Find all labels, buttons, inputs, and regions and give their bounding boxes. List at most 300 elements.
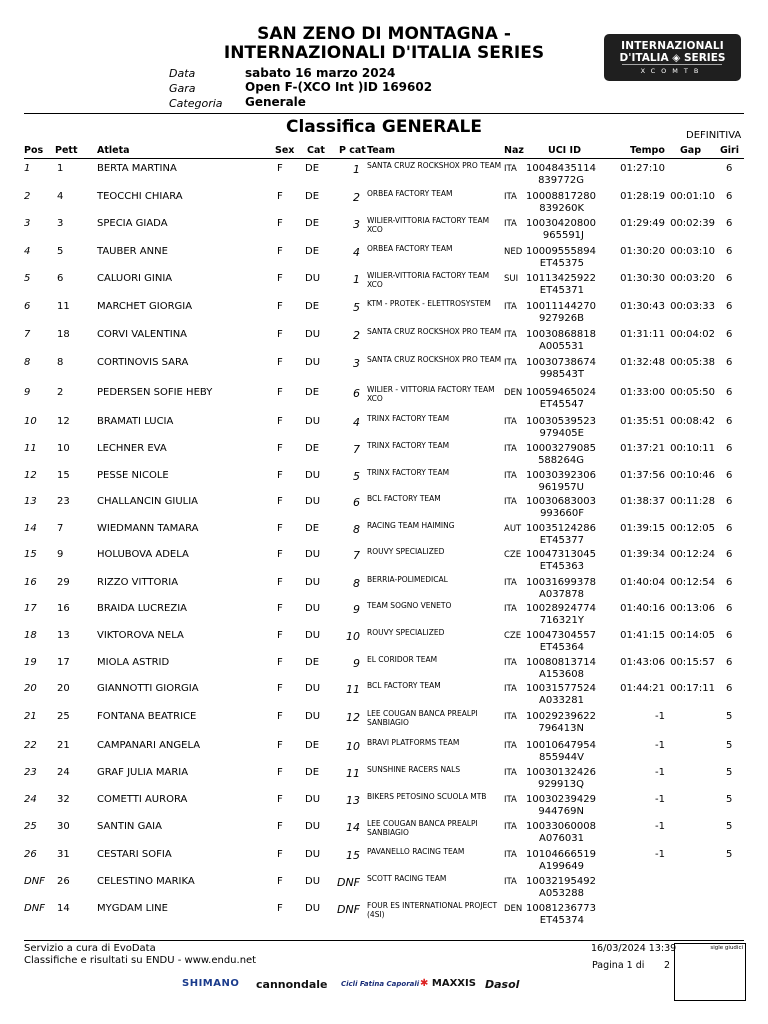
cell-team: ORBEA FACTORY TEAM: [367, 189, 453, 198]
cell-atleta: MARCHET GIORGIA: [97, 301, 193, 312]
cell-uci-code: ET45377: [539, 535, 584, 546]
cell-uci-id: 10035124286: [526, 523, 596, 534]
cell-pett: 3: [57, 218, 64, 229]
cell-pos: 13: [24, 496, 37, 507]
cell-pett: 23: [57, 496, 70, 507]
cell-uci-code: 839260K: [539, 203, 584, 214]
cell-gap: 00:12:54: [670, 577, 715, 588]
cell-uci-id: 10030420800: [526, 218, 596, 229]
cell-uci-id: 10008817280: [526, 191, 596, 202]
cell-pett: 6: [57, 273, 64, 284]
cell-tempo: 01:41:15: [620, 630, 665, 641]
cell-team: EL CORIDOR TEAM: [367, 655, 438, 664]
cell-atleta: GIANNOTTI GIORGIA: [97, 683, 199, 694]
cell-gap: 00:17:11: [670, 683, 715, 694]
cell-gap: 00:02:39: [670, 218, 715, 229]
cell-pett: 13: [57, 630, 70, 641]
cell-sex: F: [277, 740, 283, 751]
cell-giri: 6: [726, 603, 733, 614]
cell-pcat: 13: [346, 794, 360, 807]
cell-uci-id: 10080813714: [526, 657, 596, 668]
cell-cat: DE: [305, 740, 320, 751]
cell-uci-id: 10003279085: [526, 443, 596, 454]
cell-uci-code: 588264G: [538, 455, 584, 466]
cell-cat: DE: [305, 767, 320, 778]
cell-naz: ITA: [504, 850, 517, 860]
cell-uci-id: 10032195492: [526, 876, 596, 887]
cell-naz: ITA: [504, 578, 517, 588]
cell-team: LEE COUGAN BANCA PREALPI SANBIAGIO: [367, 709, 478, 727]
cell-uci-code: ET45363: [539, 561, 584, 572]
cell-sex: F: [277, 767, 283, 778]
meta-label-data: Data: [169, 67, 196, 80]
cell-tempo: 01:37:56: [620, 470, 665, 481]
cell-tempo: 01:28:19: [620, 191, 665, 202]
cell-sex: F: [277, 603, 283, 614]
cell-giri: 6: [726, 246, 733, 257]
cell-pos: 26: [24, 849, 37, 860]
cell-atleta: SANTIN GAIA: [97, 821, 162, 832]
footer-datetime: 16/03/2024 13:39: [591, 943, 677, 954]
cell-pett: 10: [57, 443, 70, 454]
cell-giri: 5: [726, 849, 733, 860]
col-header-tempo: Tempo: [630, 145, 665, 156]
cell-tempo: 01:35:51: [620, 416, 665, 427]
cell-cat: DU: [305, 416, 321, 427]
cell-naz: ITA: [504, 471, 517, 481]
cell-sex: F: [277, 301, 283, 312]
judges-signature-box: [674, 943, 746, 1001]
cell-pcat: DNF: [336, 903, 360, 916]
cell-pos: 25: [24, 821, 37, 832]
cell-pos: 6: [24, 301, 31, 312]
cell-pcat: 2: [353, 329, 360, 342]
cell-giri: 6: [726, 357, 733, 368]
cell-team: ORBEA FACTORY TEAM: [367, 244, 453, 253]
cell-pos: 20: [24, 683, 37, 694]
cell-uci-code: A005531: [538, 341, 584, 352]
cell-uci-code: 961957U: [538, 482, 584, 493]
cell-cat: DU: [305, 794, 321, 805]
cell-team: SANTA CRUZ ROCKSHOX PRO TEAM: [367, 161, 502, 170]
cell-pett: 8: [57, 357, 64, 368]
cell-uci-id: 10031577524: [526, 683, 596, 694]
cell-pcat: 1: [353, 163, 360, 176]
cell-giri: 6: [726, 301, 733, 312]
cell-pcat: 11: [346, 767, 360, 780]
cell-team: WILIER-VITTORIA FACTORY TEAM XCO: [367, 271, 490, 289]
cell-giri: 5: [726, 711, 733, 722]
cell-cat: DU: [305, 273, 321, 284]
cell-uci-code: 839772G: [538, 175, 584, 186]
cell-uci-id: 10048435114: [526, 163, 596, 174]
cell-gap: 00:10:11: [670, 443, 715, 454]
cell-uci-code: 993660F: [540, 508, 584, 519]
cell-tempo: 01:30:43: [620, 301, 665, 312]
cell-cat: DU: [305, 683, 321, 694]
footer-divider: [24, 940, 744, 941]
cell-tempo: 01:37:21: [620, 443, 665, 454]
cell-pett: 4: [57, 191, 64, 202]
footer-page-total: 2: [664, 960, 671, 971]
cell-pett: 24: [57, 767, 70, 778]
cell-tempo: 01:38:37: [620, 496, 665, 507]
event-title-line-1: SAN ZENO DI MONTAGNA -: [257, 24, 511, 44]
cell-cat: DE: [305, 218, 320, 229]
cell-naz: ITA: [504, 192, 517, 202]
cell-tempo: 01:40:16: [620, 603, 665, 614]
cell-uci-code: 965591J: [542, 230, 584, 241]
cell-pos: 8: [24, 357, 31, 368]
cell-sex: F: [277, 657, 283, 668]
cell-uci-code: 979405E: [539, 428, 584, 439]
cell-atleta: CHALLANCIN GIULIA: [97, 496, 199, 507]
cell-uci-id: 10030239429: [526, 794, 596, 805]
logo-divider: [622, 64, 722, 65]
cell-tempo: -1: [655, 711, 665, 722]
cell-atleta: HOLUBOVA ADELA: [97, 549, 189, 560]
cell-sex: F: [277, 273, 283, 284]
cell-tempo: 01:29:49: [620, 218, 665, 229]
cell-atleta: WIEDMANN TAMARA: [97, 523, 199, 534]
cell-cat: DU: [305, 849, 321, 860]
cell-naz: CZE: [504, 631, 522, 641]
cell-pcat: 10: [346, 740, 360, 753]
cell-team: SUNSHINE RACERS NALS: [367, 765, 461, 774]
cell-team: SANTA CRUZ ROCKSHOX PRO TEAM: [367, 355, 502, 364]
cell-uci-id: 10030132426: [526, 767, 596, 778]
cell-pcat: 3: [353, 357, 360, 370]
cell-pcat: 8: [353, 523, 360, 536]
cell-naz: ITA: [504, 768, 517, 778]
cell-atleta: CALUORI GINIA: [97, 273, 173, 284]
col-header-giri: Giri: [720, 145, 739, 156]
cell-sex: F: [277, 246, 283, 257]
cell-uci-id: 10010647954: [526, 740, 596, 751]
maxxis-mark-icon: ✱: [420, 978, 429, 989]
cell-cat: DE: [305, 443, 320, 454]
cell-tempo: 01:39:15: [620, 523, 665, 534]
cell-team: LEE COUGAN BANCA PREALPI SANBIAGIO: [367, 819, 478, 837]
cell-sex: F: [277, 443, 283, 454]
cell-team: SCOTT RACING TEAM: [367, 874, 447, 883]
cell-cat: DU: [305, 876, 321, 887]
cell-sex: F: [277, 821, 283, 832]
cell-uci-code: ET45547: [539, 399, 584, 410]
cell-pos: 2: [24, 191, 31, 202]
cell-atleta: PESSE NICOLE: [97, 470, 169, 481]
cell-team: BRAVI PLATFORMS TEAM: [367, 738, 460, 747]
cell-tempo: 01:44:21: [620, 683, 665, 694]
cell-naz: ITA: [504, 444, 517, 454]
cell-sex: F: [277, 496, 283, 507]
cell-sex: F: [277, 794, 283, 805]
cell-pcat: 9: [353, 603, 360, 616]
cell-sex: F: [277, 191, 283, 202]
sponsor-cannondale: cannondale: [256, 978, 328, 991]
cell-uci-id: 10047304557: [526, 630, 596, 641]
cell-naz: CZE: [504, 550, 522, 560]
cell-atleta: BRAMATI LUCIA: [97, 416, 174, 427]
cell-cat: DE: [305, 191, 320, 202]
cell-tempo: 01:27:10: [620, 163, 665, 174]
cell-giri: 6: [726, 549, 733, 560]
cell-cat: DU: [305, 577, 321, 588]
cell-atleta: CORTINOVIS SARA: [97, 357, 189, 368]
meta-value-categoria: Generale: [245, 95, 306, 109]
cell-giri: 6: [726, 630, 733, 641]
cell-tempo: -1: [655, 794, 665, 805]
cell-pcat: 7: [353, 549, 360, 562]
cell-cat: DU: [305, 630, 321, 641]
cell-uci-id: 10009555894: [526, 246, 596, 257]
cell-gap: 00:08:42: [670, 416, 715, 427]
cell-pcat: 9: [353, 657, 360, 670]
cell-cat: DE: [305, 523, 320, 534]
cell-pcat: DNF: [336, 876, 360, 889]
judges-signature-label: sigle giudici: [710, 945, 743, 951]
cell-sex: F: [277, 163, 283, 174]
cell-naz: ITA: [504, 877, 517, 887]
cell-team: WILIER - VITTORIA FACTORY TEAM XCO: [367, 385, 495, 403]
cell-pos: DNF: [24, 903, 45, 914]
cell-pos: 16: [24, 577, 37, 588]
cell-atleta: PEDERSEN SOFIE HEBY: [97, 387, 213, 398]
cell-pett: 2: [57, 387, 64, 398]
cell-cat: DU: [305, 329, 321, 340]
cell-sex: F: [277, 218, 283, 229]
cell-pos: 12: [24, 470, 37, 481]
cell-gap: 00:01:10: [670, 191, 715, 202]
cell-pett: 11: [57, 301, 70, 312]
cell-pos: 1: [24, 163, 31, 174]
footer-page-label: Pagina 1 di: [592, 960, 645, 971]
col-header-pos: Pos: [24, 145, 44, 156]
footer-results-link: Classifiche e risultati su ENDU - www.endu.net: [24, 955, 257, 966]
cell-pett: 15: [57, 470, 70, 481]
cell-uci-id: 10028924774: [526, 603, 596, 614]
cell-team: SANTA CRUZ ROCKSHOX PRO TEAM: [367, 327, 502, 336]
cell-tempo: -1: [655, 849, 665, 860]
cell-gap: 00:12:24: [670, 549, 715, 560]
sponsor-shimano: SHIMANO: [182, 978, 240, 989]
cell-naz: ITA: [504, 741, 517, 751]
cell-pett: 30: [57, 821, 70, 832]
cell-giri: 6: [726, 496, 733, 507]
cell-pett: 1: [57, 163, 64, 174]
cell-cat: DU: [305, 603, 321, 614]
cell-cat: DU: [305, 470, 321, 481]
cell-uci-code: ET45364: [539, 642, 584, 653]
cell-naz: ITA: [504, 712, 517, 722]
cell-naz: ITA: [504, 330, 517, 340]
cell-atleta: BRAIDA LUCREZIA: [97, 603, 188, 614]
cell-giri: 6: [726, 191, 733, 202]
cell-giri: 6: [726, 218, 733, 229]
cell-atleta: CORVI VALENTINA: [97, 329, 188, 340]
sponsor-dasol: Dasol: [485, 978, 520, 991]
cell-pcat: 2: [353, 191, 360, 204]
cell-giri: 6: [726, 416, 733, 427]
cell-pett: 26: [57, 876, 70, 887]
cell-pos: 19: [24, 657, 37, 668]
cell-tempo: 01:43:06: [620, 657, 665, 668]
col-header-cat: Cat: [307, 145, 325, 156]
cell-pos: 15: [24, 549, 37, 560]
cell-naz: ITA: [504, 822, 517, 832]
cell-gap: 00:13:06: [670, 603, 715, 614]
cell-uci-id: 10030392306: [526, 470, 596, 481]
cell-naz: ITA: [504, 302, 517, 312]
cell-naz: ITA: [504, 219, 517, 229]
cell-naz: ITA: [504, 684, 517, 694]
cell-pcat: 4: [353, 246, 360, 259]
cell-pcat: 6: [353, 496, 360, 509]
cell-atleta: LECHNER EVA: [97, 443, 167, 454]
col-header-uci: UCI ID: [548, 145, 581, 156]
cell-sex: F: [277, 903, 283, 914]
cell-sex: F: [277, 387, 283, 398]
cell-giri: 6: [726, 163, 733, 174]
cell-sex: F: [277, 849, 283, 860]
cell-pcat: 6: [353, 387, 360, 400]
cell-cat: DU: [305, 711, 321, 722]
cell-pos: 18: [24, 630, 37, 641]
cell-gap: 00:14:05: [670, 630, 715, 641]
cell-pcat: 8: [353, 577, 360, 590]
meta-label-gara: Gara: [169, 82, 196, 95]
cell-atleta: SPECIA GIADA: [97, 218, 168, 229]
cell-tempo: 01:30:30: [620, 273, 665, 284]
cell-uci-id: 10047313045: [526, 549, 596, 560]
cell-giri: 6: [726, 657, 733, 668]
cell-pos: 5: [24, 273, 31, 284]
col-header-naz: Naz: [504, 145, 524, 156]
cell-team: TRINX FACTORY TEAM: [367, 468, 450, 477]
col-header-atleta: Atleta: [97, 145, 130, 156]
cell-giri: 6: [726, 470, 733, 481]
cell-team: WILIER-VITTORIA FACTORY TEAM XCO: [367, 216, 490, 234]
cell-tempo: 01:32:48: [620, 357, 665, 368]
cell-uci-id: 10011144270: [526, 301, 596, 312]
cell-tempo: 01:30:20: [620, 246, 665, 257]
cell-uci-code: 855944V: [538, 752, 584, 763]
cell-pcat: 14: [346, 821, 360, 834]
cell-sex: F: [277, 876, 283, 887]
meta-label-categoria: Categoria: [169, 97, 223, 110]
cell-sex: F: [277, 416, 283, 427]
cell-pcat: 10: [346, 630, 360, 643]
cell-sex: F: [277, 357, 283, 368]
cell-uci-code: ET45374: [539, 915, 584, 926]
cell-naz: ITA: [504, 497, 517, 507]
cell-sex: F: [277, 549, 283, 560]
cell-pett: 32: [57, 794, 70, 805]
cell-sex: F: [277, 711, 283, 722]
cell-team: BCL FACTORY TEAM: [367, 681, 441, 690]
cell-naz: NED: [504, 247, 523, 257]
cell-pett: 7: [57, 523, 64, 534]
meta-value-gara: Open F-(XCO Int )ID 169602: [245, 80, 433, 94]
cell-uci-code: ET45371: [539, 285, 584, 296]
cell-atleta: BERTA MARTINA: [97, 163, 177, 174]
cell-atleta: MIOLA ASTRID: [97, 657, 170, 668]
cell-uci-id: 10033060008: [526, 821, 596, 832]
cell-naz: DEN: [504, 904, 523, 914]
cell-team: ROUVY SPECIALIZED: [367, 547, 445, 556]
col-header-pcat: P cat: [339, 145, 366, 156]
cell-pett: 16: [57, 603, 70, 614]
cell-atleta: GRAF JULIA MARIA: [97, 767, 189, 778]
cell-tempo: -1: [655, 767, 665, 778]
cell-cat: DE: [305, 657, 320, 668]
logo-line-2: D'ITALIA ◈ SERIES: [619, 52, 726, 64]
cell-sex: F: [277, 523, 283, 534]
cell-uci-id: 10059465024: [526, 387, 596, 398]
cell-pett: 12: [57, 416, 70, 427]
cell-giri: 5: [726, 767, 733, 778]
cell-tempo: -1: [655, 740, 665, 751]
cell-tempo: 01:40:04: [620, 577, 665, 588]
cell-tempo: 01:31:11: [620, 329, 665, 340]
sponsor-maxxis: [420, 978, 476, 989]
sponsor-cicli: Cicli Fatina Caporali: [341, 980, 420, 988]
cell-cat: DU: [305, 549, 321, 560]
cell-atleta: COMETTI AURORA: [97, 794, 188, 805]
cell-atleta: TEOCCHI CHIARA: [97, 191, 183, 202]
cell-team: RACING TEAM HAIMING: [367, 521, 455, 530]
cell-atleta: VIKTOROVA NELA: [97, 630, 184, 641]
cell-giri: 6: [726, 387, 733, 398]
cell-cat: DU: [305, 496, 321, 507]
cell-giri: 5: [726, 821, 733, 832]
cell-team: KTM - PROTEK - ELETTROSYSTEM: [367, 299, 491, 308]
col-header-gap: Gap: [680, 145, 702, 156]
cell-uci-code: ET45375: [539, 258, 584, 269]
cell-gap: 00:05:50: [670, 387, 715, 398]
cell-pcat: 12: [346, 711, 360, 724]
cell-uci-code: A076031: [538, 833, 584, 844]
cell-naz: ITA: [504, 604, 517, 614]
cell-pett: 5: [57, 246, 64, 257]
cell-giri: 6: [726, 683, 733, 694]
cell-atleta: TAUBER ANNE: [97, 246, 168, 257]
cell-gap: 00:03:10: [670, 246, 715, 257]
cell-cat: DU: [305, 903, 321, 914]
cell-atleta: MYGDAM LINE: [97, 903, 168, 914]
table-header-divider: [24, 158, 744, 159]
cell-uci-id: 10104666519: [526, 849, 596, 860]
status-label: DEFINITIVA: [686, 130, 742, 141]
cell-uci-code: 716321Y: [539, 615, 584, 626]
cell-pos: 14: [24, 523, 37, 534]
cell-cat: DE: [305, 163, 320, 174]
cell-sex: F: [277, 577, 283, 588]
series-logo: [604, 34, 741, 81]
cell-team: BERRIA-POLIMEDICAL: [367, 575, 448, 584]
sponsor-maxxis-label: MAXXIS: [431, 978, 476, 989]
cell-pett: 20: [57, 683, 70, 694]
cell-uci-code: A033281: [538, 695, 584, 706]
cell-pett: 29: [57, 577, 70, 588]
cell-atleta: CAMPANARI ANGELA: [97, 740, 201, 751]
cell-naz: ITA: [504, 164, 517, 174]
cell-pos: 22: [24, 740, 37, 751]
cell-uci-id: 10029239622: [526, 711, 596, 722]
cell-pcat: 4: [353, 416, 360, 429]
cell-uci-id: 10081236773: [526, 903, 596, 914]
cell-giri: 6: [726, 577, 733, 588]
